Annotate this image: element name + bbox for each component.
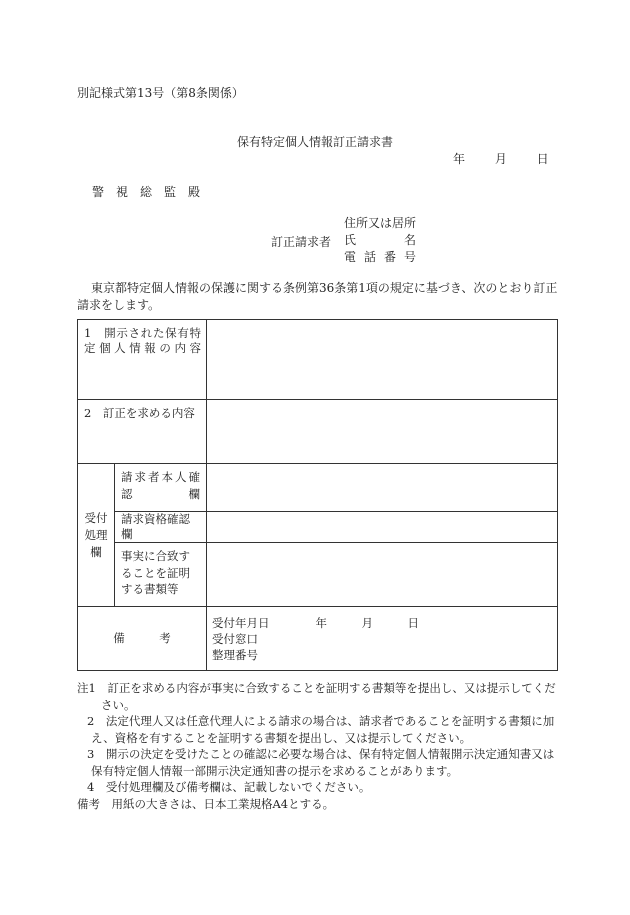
remarks-note: 備考 用紙の大きさは、日本工業規格A4とする。 xyxy=(77,796,335,811)
receipt-processing-cell xyxy=(78,464,115,607)
receipt-date: 受付年月日 年 月 日 xyxy=(212,616,420,630)
address-field-label: 住所又は居所 xyxy=(344,216,417,230)
page-title: 保有特定個人情報訂正請求書 xyxy=(236,135,393,149)
correction-content-label-cell xyxy=(78,400,207,464)
receipt-processing-label: 受付処理欄 xyxy=(84,510,108,559)
day-label: 日 xyxy=(536,152,549,166)
receipt-window: 受付窓口 xyxy=(212,632,259,646)
requester-fields xyxy=(344,215,416,266)
identity-check-label: 請求者本人確認欄 xyxy=(121,470,201,501)
reference-number: 整理番号 xyxy=(212,648,259,662)
remarks-label-cell xyxy=(78,607,207,671)
remarks-label: 備 考 xyxy=(113,631,171,645)
notes xyxy=(77,680,559,812)
request-form-table xyxy=(77,319,558,671)
disclosed-info-label: 1 開示された保有特定個人情報の内容 xyxy=(84,326,202,355)
phone-field-label: 電話番号 xyxy=(344,250,416,264)
intro-paragraph: 東京都特定個人情報の保護に関する条例第36条第1項の規定に基づき、次のとおり訂正請求をします。 xyxy=(77,281,558,312)
identity-check-field xyxy=(207,464,558,512)
remarks-field xyxy=(207,607,558,671)
eligibility-check-label: 請求資格確認欄 xyxy=(121,512,190,541)
requester-label: 訂正請求者 xyxy=(271,235,332,249)
evidence-docs-label-cell xyxy=(115,543,207,607)
note-2: 2 法定代理人又は任意代理人による請求の場合は、請求者であることを証明する書類に加え、資格を有することを証明する書類を提出し、又は提示してください。 xyxy=(87,714,555,745)
addressee: 警 視 総 監 殿 xyxy=(92,185,201,199)
eligibility-check-field xyxy=(207,512,558,543)
disclosed-info-input[interactable] xyxy=(207,320,558,400)
form-id: 別記様式第13号（第8条関係） xyxy=(77,86,244,100)
note-3: 3 開示の決定を受けたことの確認に必要な場合は、保有特定個人情報開示決定通知書又は保有特定個人情報一部開示決定通知書の提示を求めることがあります。 xyxy=(87,747,555,778)
identity-check-label-cell xyxy=(115,464,207,512)
correction-content-input[interactable] xyxy=(207,400,558,464)
correction-content-label: 2 訂正を求める内容 xyxy=(84,406,195,420)
evidence-docs-field xyxy=(207,543,558,607)
date-line xyxy=(453,150,549,167)
note-1: 注1 訂正を求める内容が事実に合致することを証明する書類等を提出し、又は提示してください。 xyxy=(77,681,556,712)
month-label: 月 xyxy=(494,152,507,166)
note-4: 4 受付処理欄及び備考欄は、記載しないでください。 xyxy=(87,780,371,794)
disclosed-info-label-cell xyxy=(78,320,207,400)
name-field-label: 氏 名 xyxy=(344,233,416,247)
year-label: 年 xyxy=(453,152,466,166)
eligibility-check-label-cell xyxy=(115,512,207,543)
evidence-docs-label: 事実に合致することを証明する書類等 xyxy=(121,549,190,596)
